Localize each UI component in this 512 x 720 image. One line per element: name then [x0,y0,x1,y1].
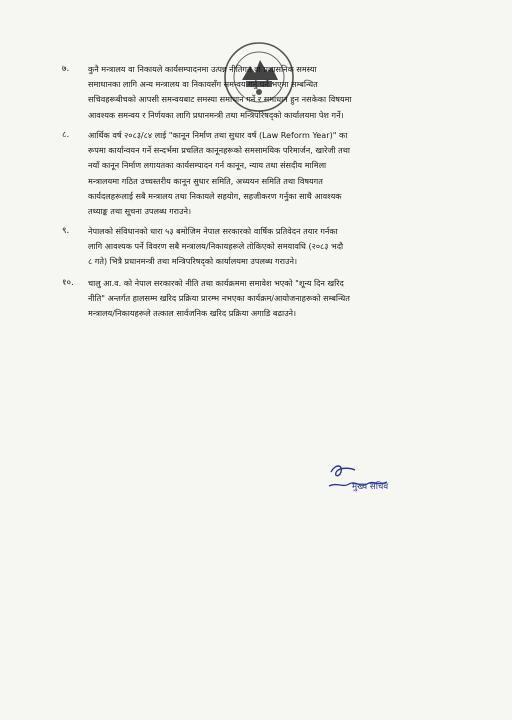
item-line: आर्थिक वर्ष २०८३/८४ लाई "कानून निर्माण तथा सुधार वर्ष (Law Reform Year)" का [88,130,348,140]
item-line: कुनै मन्त्रालय वा निकायले कार्यसम्पादनमा उत्पन्न नीतिगत वा प्रशासनिक समस्या [88,64,317,74]
signatory-title: मुख्य सचिव [352,482,389,492]
item-line: तथ्याङ्क तथा सूचना उपलब्ध गराउने। [88,206,192,217]
item-line: चालु आ.व. को नेपाल सरकारको नीति तथा कार्यक्रममा समावेश भएको "शून्य दिन खरिद [88,278,344,288]
item-line: नेपालको संविधानको धारा ५३ बमोजिम नेपाल सरकारको वार्षिक प्रतिवेदन तयार गर्नका [88,226,338,236]
item-line: रूपमा कार्यान्वयन गर्ने सन्दर्भमा प्रचलित कानूनहरूको समसामयिक परिमार्जन, खारेजी तथा [88,145,351,156]
item-line: मन्त्रालयमा गठित उच्चस्तरीय कानून सुधार समिति, अध्ययन समिति तथा विषयगत [88,175,323,186]
item-line: सचिवहरूबीचको आपसी समन्वयबाट समस्या समाधान गर्ने र समाधान हुन नसकेका विषयमा [88,94,352,105]
item-line: समाधानका लागि अन्य मन्त्रालय वा निकायसँग समन्वय गर्नु पर्ने भएमा सम्बन्धित [88,79,318,90]
list-item-9 [62,224,462,270]
list-item-10 [62,276,462,322]
item-line: ८ गते) भित्रै प्रधानमन्त्री तथा मन्त्रिपरिषद्को कार्यालयमा उपलब्ध गराउने। [88,256,298,267]
item-number: ८. [62,130,70,140]
item-line: लागि आवश्यक पर्ने विवरण सबै मन्त्रालय/निकायहरूले तोकिएको समयावधि (२०८३ भदौ [88,241,344,252]
item-number: १०. [62,278,74,288]
item-line: आवश्यक समन्वय र निर्णयका लागि प्रधानमन्त्री तथा मन्त्रिपरिषद्को कार्यालयमा पेश गर्ने। [88,109,344,120]
item-line: नीति" अन्तर्गत हालसम्म खरिद प्रक्रिया प्रारम्भ नभएका कार्यक्रम/आयोजनाहरूको सम्बन्धित [88,293,350,304]
item-line: नयाँ कानून निर्माण लगायतका कार्यसम्पादन गर्न कानून, न्याय तथा संसदीय मामिला [88,160,327,171]
list-item-7 [62,62,462,123]
item-line: मन्त्रालय/निकायहरूले तत्काल सार्वजनिक खरिद प्रक्रिया अगाडि बढाउने। [88,308,297,319]
list-item-8 [62,128,462,219]
item-line: कार्यदलहरूलाई सबै मन्त्रालय तथा निकायले सहयोग, सहजीकरण गर्नुका साथै आवश्यक [88,190,342,201]
item-number: ९. [62,226,70,236]
item-number: ७. [62,64,70,74]
